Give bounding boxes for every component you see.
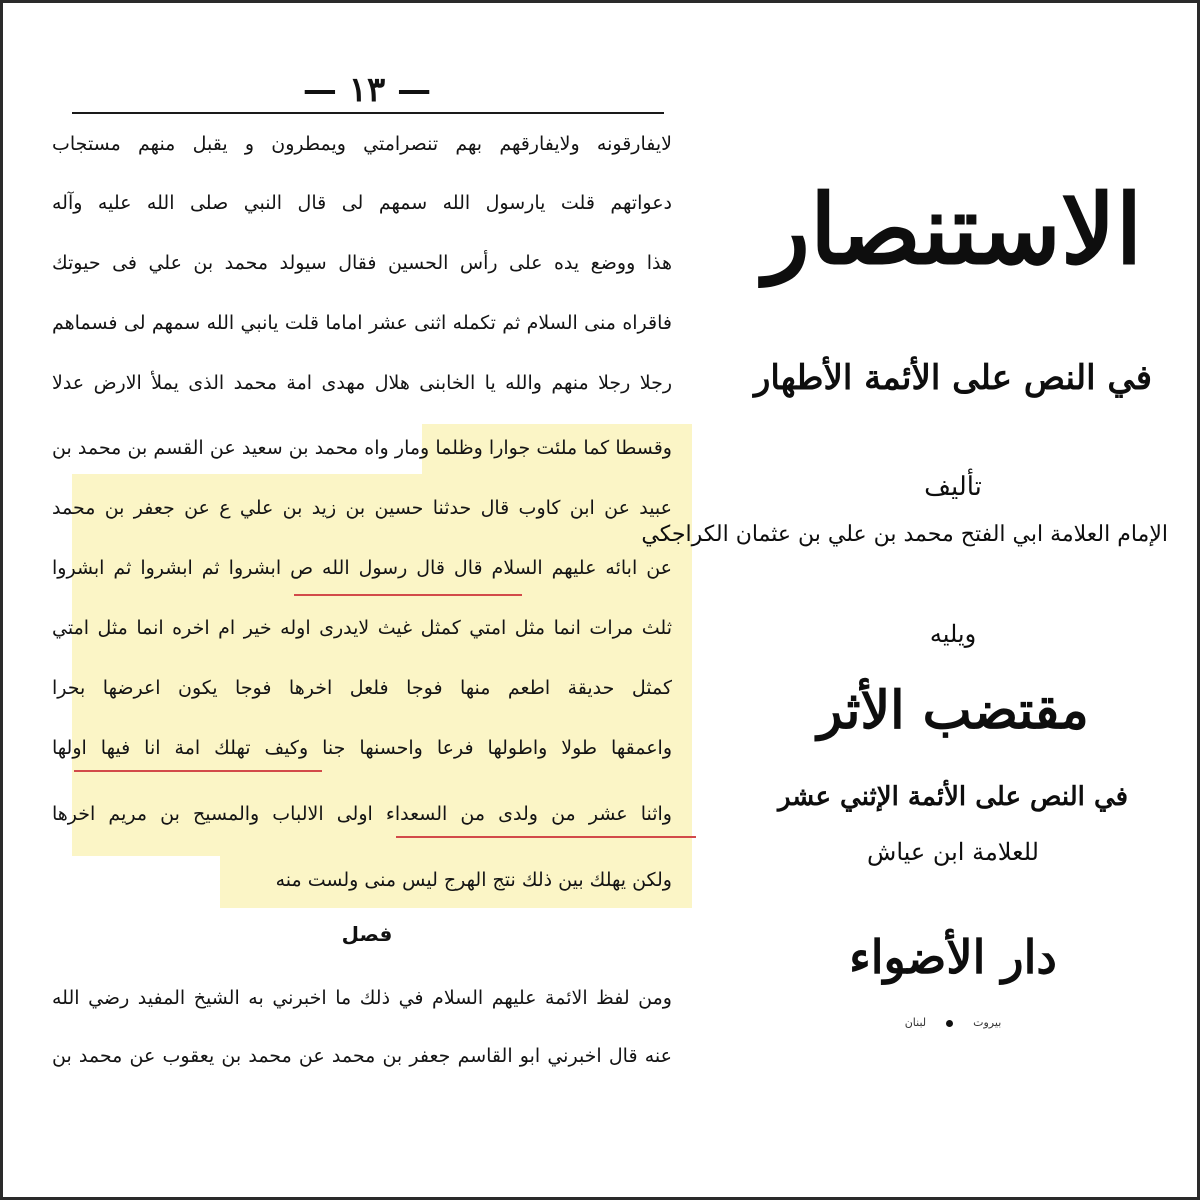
red-underline-1 — [294, 594, 522, 596]
text-line-8: عن ابائه عليهم السلام قال قال رسول الله ص ابشروا ثم ابشروا ثم ابشروا — [52, 557, 672, 579]
text-line-7: عبيد عن ابن كاوب قال حدثنا حسين بن زيد بن علي ع عن جعفر بن محمد — [52, 497, 672, 519]
text-line-5: رجلا رجلا منهم والله يا الخابنى هلال مهدى امة محمد الذى يملأ الارض عدلا — [52, 372, 672, 394]
location-city: بيروت — [973, 1016, 1002, 1029]
book-title-page — [641, 150, 1168, 1150]
book-subtitle: في النص على الأئمة الأطهار — [753, 358, 1153, 398]
second-book-title: مقتضب الأثر — [817, 680, 1089, 741]
second-book-subtitle: في النص على الأئمة الإثني عشر — [777, 782, 1129, 812]
publisher-location — [738, 1016, 1168, 1029]
author-name: الإمام العلامة ابي الفتح محمد بن علي بن عثمان الكراجكي — [641, 522, 1168, 547]
section-heading: فصل — [341, 922, 393, 946]
red-underline-3 — [396, 836, 696, 838]
text-line-15: عنه قال اخبرني ابو القاسم جعفر بن محمد عن محمد بن يعقوب عن محمد بن — [52, 1045, 672, 1067]
text-line-3: هذا ووضع يده على رأس الحسين فقال سيولد محمد بن علي فى حيوتك — [52, 252, 672, 274]
text-line-14: ومن لفظ الائمة عليهم السلام في ذلك ما اخبرني به الشيخ المفيد رضي الله — [52, 987, 672, 1009]
scanned-book-page — [22, 22, 712, 1172]
text-line-12: واثنا عشر من ولدى من السعداء اولى الالباب والمسيح بن مريم اخرها — [52, 803, 672, 825]
header-rule — [72, 112, 664, 114]
text-line-4: فاقراه منى السلام ثم تكمله اثنى عشر اماما قلت يانبي الله سمهم لى فسماهم — [52, 312, 672, 334]
publisher-name: دار الأضواء — [849, 930, 1057, 984]
text-line-9: ثلث مرات انما مثل امتي كمثل غيث لايدرى اوله خير ام اخره انما مثل امتي — [52, 617, 672, 639]
text-line-10: كمثل حديقة اطعم منها فوجا فلعل اخرها فوجا يكون اعرضها بحرا — [52, 677, 672, 699]
text-line-1: لايفارقونه ولايفارقهم بهم تنصرامتي ويمطرون و يقبل منهم مستجاب — [52, 133, 672, 155]
location-separator-dot — [946, 1020, 953, 1027]
text-line-13: ولكن يهلك بين ذلك نتج الهرج ليس منى ولست منه — [275, 869, 672, 891]
followed-by-label: ويليه — [929, 620, 977, 648]
red-underline-2 — [74, 770, 322, 772]
page-number: — ١٣ — — [302, 70, 432, 110]
book-title: الاستنصار — [763, 173, 1143, 286]
text-line-11: واعمقها طولا واطولها فرعا واحسنها جنا وكيف تهلك امة انا فيها اولها — [52, 737, 672, 759]
text-line-2: دعواتهم قلت يارسول الله سمهم لى قال النبي صلى الله عليه وآله — [52, 192, 672, 214]
location-country: لبنان — [904, 1016, 927, 1029]
author-label: تأليف — [924, 472, 982, 502]
second-book-author: للعلامة ابن عياش — [867, 838, 1039, 866]
text-line-6: وقسطا كما ملئت جوارا وظلما ومار واه محمد بن سعيد عن القسم بن محمد بن — [52, 437, 672, 459]
